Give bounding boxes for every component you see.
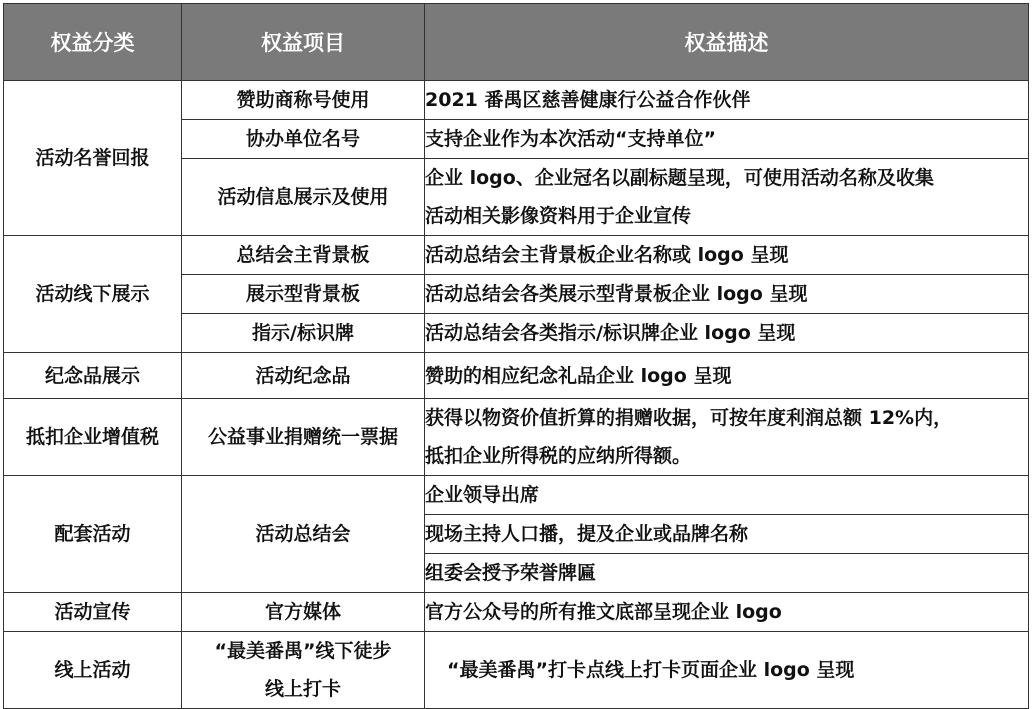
item-cell: 赞助商称号使用 <box>182 81 425 120</box>
rights-table <box>3 3 1029 709</box>
category-cell: 线上活动 <box>4 632 182 709</box>
desc-line: 抵扣企业所得税的应纳所得额。 <box>425 445 692 467</box>
desc-cell: 官方公众号的所有推文底部呈现企业 logo <box>425 593 1029 632</box>
table-row <box>4 476 1029 515</box>
item-cell: 指示/标识牌 <box>182 314 425 353</box>
item-cell: 官方媒体 <box>182 593 425 632</box>
desc-cell: 活动总结会主背景板企业名称或 logo 呈现 <box>425 236 1029 275</box>
desc-cell: 企业领导出席 <box>425 476 1029 515</box>
item-cell: 协办单位名号 <box>182 120 425 159</box>
desc-cell <box>425 159 1029 236</box>
desc-cell: 组委会授予荣誉牌匾 <box>425 554 1029 593</box>
item-cell: 活动信息展示及使用 <box>182 159 425 236</box>
item-cell: 总结会主背景板 <box>182 236 425 275</box>
category-cell: 活动线下展示 <box>4 236 182 353</box>
category-cell: 活动名誉回报 <box>4 81 182 236</box>
desc-cell: 支持企业作为本次活动“支持单位” <box>425 120 1029 159</box>
header-category: 权益分类 <box>4 4 182 81</box>
item-cell <box>182 632 425 709</box>
desc-cell: 活动总结会各类展示型背景板企业 logo 呈现 <box>425 275 1029 314</box>
header-description: 权益描述 <box>425 4 1029 81</box>
desc-cell: 赞助的相应纪念礼品企业 logo 呈现 <box>425 353 1029 399</box>
desc-line: 活动相关影像资料用于企业宣传 <box>425 205 692 227</box>
table-row <box>4 81 1029 120</box>
item-cell: 公益事业捐赠统一票据 <box>182 399 425 476</box>
category-cell: 配套活动 <box>4 476 182 593</box>
table-header-row <box>4 4 1029 81</box>
desc-cell: 活动总结会各类指示/标识牌企业 logo 呈现 <box>425 314 1029 353</box>
desc-cell <box>425 399 1029 476</box>
table-row <box>4 353 1029 399</box>
category-cell: 纪念品展示 <box>4 353 182 399</box>
desc-line: 获得以物资价值折算的捐赠收据，可按年度利润总额 12%内， <box>425 407 953 429</box>
desc-cell: 现场主持人口播，提及企业或品牌名称 <box>425 515 1029 554</box>
item-line: 线上打卡 <box>264 678 341 700</box>
category-cell: 活动宣传 <box>4 593 182 632</box>
table-row <box>4 632 1029 709</box>
item-cell: 活动总结会 <box>182 476 425 593</box>
desc-cell: 2021 番禺区慈善健康行公益合作伙伴 <box>425 81 1029 120</box>
category-cell: 抵扣企业增值税 <box>4 399 182 476</box>
item-line: “最美番禺”线下徒步 <box>214 640 392 662</box>
desc-line: 企业 logo、企业冠名以副标题呈现，可使用活动名称及收集 <box>425 167 934 189</box>
header-item: 权益项目 <box>182 4 425 81</box>
table-row <box>4 593 1029 632</box>
item-cell: 展示型背景板 <box>182 275 425 314</box>
table-row <box>4 399 1029 476</box>
item-cell: 活动纪念品 <box>182 353 425 399</box>
table-row <box>4 236 1029 275</box>
desc-cell: “最美番禺”打卡点线上打卡页面企业 logo 呈现 <box>425 632 1029 709</box>
